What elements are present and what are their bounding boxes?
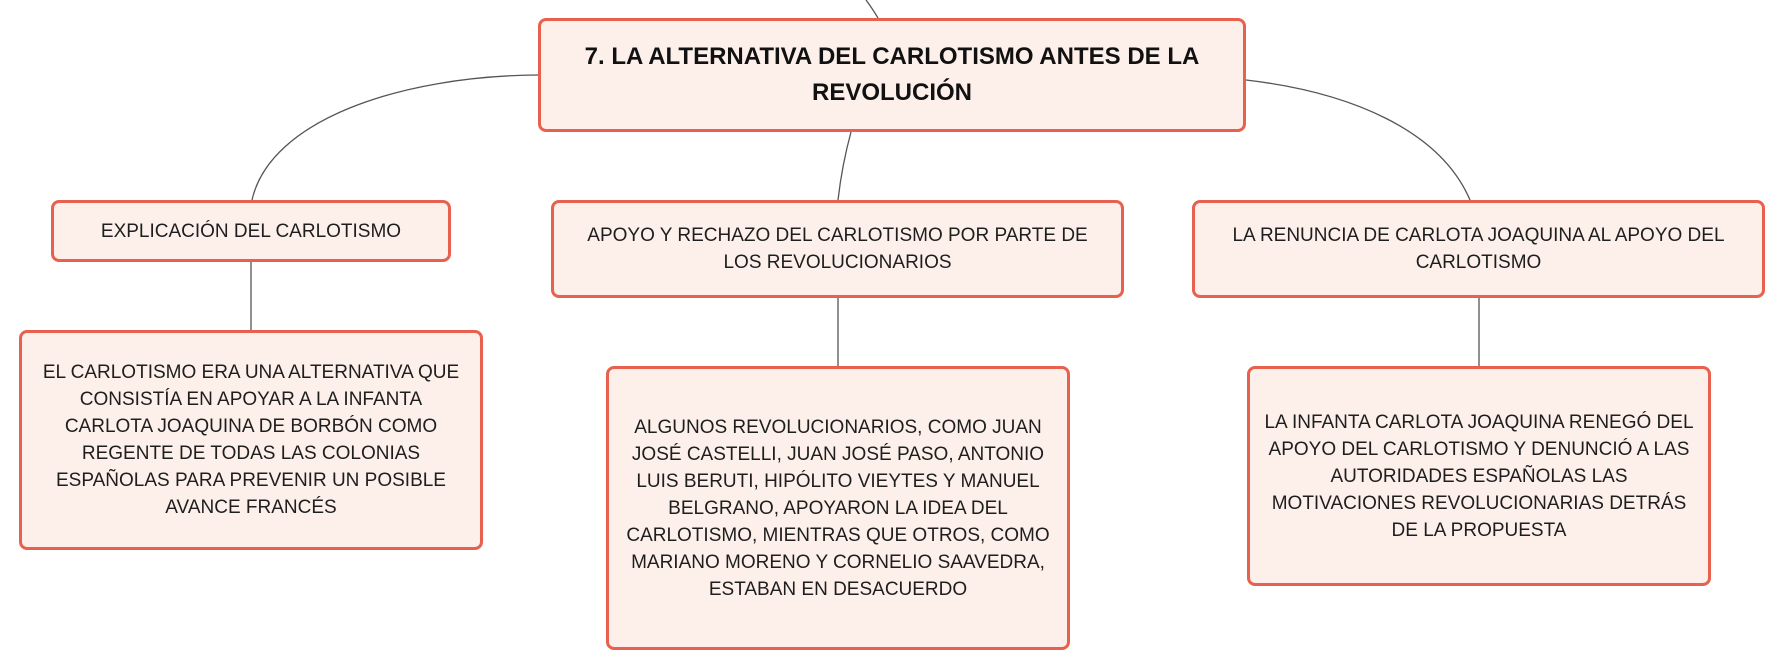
branch-topic-label: APOYO Y RECHAZO DEL CARLOTISMO POR PARTE DE LOS REVOLUCIONARIOS bbox=[587, 225, 1088, 273]
connector-from-parent bbox=[866, 0, 878, 18]
detail-topic-explicacion[interactable] bbox=[19, 330, 483, 550]
branch-topic-renuncia[interactable] bbox=[1192, 200, 1765, 298]
connector-root-to-branch-1 bbox=[252, 75, 538, 200]
root-topic-title: 7. LA ALTERNATIVA DEL CARLOTISMO ANTES DE LA REVOLUCIÓN bbox=[584, 43, 1200, 106]
connector-root-to-branch-2 bbox=[838, 132, 851, 200]
branch-topic-label: EXPLICACIÓN DEL CARLOTISMO bbox=[100, 220, 402, 242]
detail-topic-renuncia[interactable] bbox=[1247, 366, 1711, 586]
root-topic[interactable] bbox=[538, 18, 1246, 132]
connector-root-to-branch-3 bbox=[1246, 80, 1470, 200]
branch-topic-label: LA RENUNCIA DE CARLOTA JOAQUINA AL APOYO DEL CARLOTISMO bbox=[1232, 225, 1725, 273]
branch-topic-explicacion[interactable] bbox=[51, 200, 451, 262]
detail-topic-text: ALGUNOS REVOLUCIONARIOS, COMO JUAN JOSÉ CASTELLI, JUAN JOSÉ PASO, ANTONIO LUIS BERUTI, HIPÓLITO VIEYTES Y MANUEL BELGRANO, APOYARON LA IDEA DEL CARLOTISMO, MIENTRAS QUE OTROS, COMO MARIANO MORENO Y CORNELIO SAAVEDRA, ESTABAN EN DESACUERDO bbox=[626, 416, 1050, 600]
branch-topic-apoyo-rechazo[interactable] bbox=[551, 200, 1124, 298]
detail-topic-text: LA INFANTA CARLOTA JOAQUINA RENEGÓ DEL APOYO DEL CARLOTISMO Y DENUNCIÓ A LAS AUTORIDADES ESPAÑOLAS LAS MOTIVACIONES REVOLUCIONARIAS DETRÁS DE LA PROPUESTA bbox=[1264, 411, 1694, 541]
detail-topic-text: EL CARLOTISMO ERA UNA ALTERNATIVA QUE CONSISTÍA EN APOYAR A LA INFANTA CARLOTA JOAQUINA DE BORBÓN COMO REGENTE DE TODAS LAS COLONIAS ESPAÑOLAS PARA PREVENIR UN POSIBLE AVANCE FRANCÉS bbox=[42, 362, 460, 518]
detail-topic-apoyo-rechazo[interactable] bbox=[606, 366, 1070, 650]
